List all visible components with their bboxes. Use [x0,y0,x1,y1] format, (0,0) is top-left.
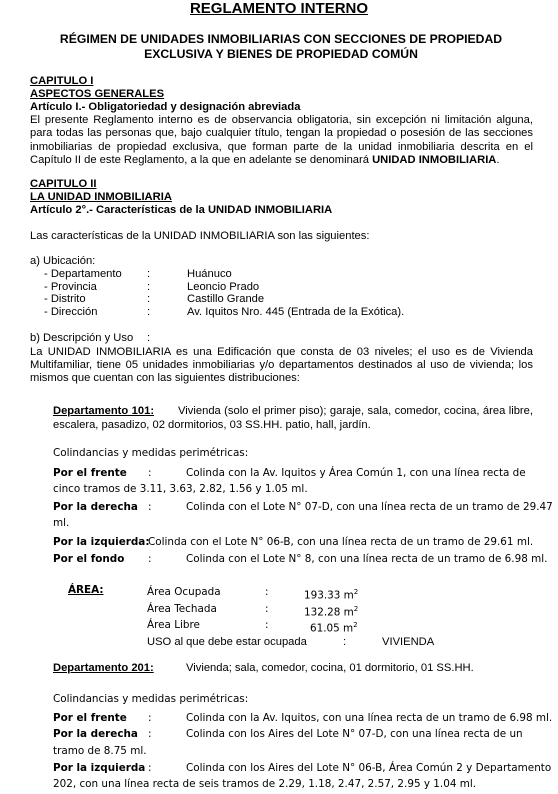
bound-text-cont: cinco tramos de 3.11, 3.63, 2.82, 1.56 y 1.05 ml. [53,483,308,495]
subtitle-line-1: RÉGIMEN DE UNIDADES INMOBILIARIAS CON SECCIONES DE PROPIEDAD [59,32,503,46]
dept-101-use-row [0,636,558,652]
article-1-heading: Artículo I.- Obligatoriedad y designación abreviada [30,101,301,113]
bound-text: Colinda con el Lote N° 8, con una línea recta de un tramo de 6.98 ml. [186,553,548,565]
dept-101-bound-right [53,499,553,533]
bound-sep: : [148,553,152,565]
bound-text-cont: tramo de 8.75 ml. [53,745,147,757]
dept-101-section [53,404,533,432]
dept-201-desc: Vivienda; sala, comedor, cocina, 01 dormitorio, 01 SS.HH. [186,662,474,674]
location-key: - Dirección [44,306,98,318]
article-1-bold-term: UNIDAD INMOBILIARIA [372,154,497,167]
area-value [304,603,358,620]
area-sep: : [265,619,269,631]
area-value-text: 61.05 m [310,622,354,635]
bound-label: Por la derecha [53,728,138,740]
dept-101-desc-block [53,404,533,432]
area-row-free [0,619,558,635]
dept-201-bounds-heading: Colindancias y medidas perimétricas: [53,693,249,705]
area-name: Área Techada [147,603,217,615]
use-label: USO al que debe estar ocupada [147,636,307,648]
bound-sep: : [148,762,152,774]
use-value: VIVIENDA [382,636,435,648]
document-subtitle [50,32,512,62]
bound-label: Por el frente [53,467,127,479]
dept-101-bound-front [53,465,533,499]
chapter-1-heading: CAPITULO I [30,75,94,87]
description-sep: : [147,332,151,344]
location-value: Av. Iquitos Nro. 445 (Entrada de la Exótica). [187,306,405,318]
area-value [304,586,358,603]
area-unit-exponent: 2 [353,605,359,613]
bound-sep: : [148,728,152,740]
area-name: Área Libre [147,619,200,631]
chapter-2-heading: CAPITULO II [30,178,97,190]
bound-label: Por el fondo [53,553,125,565]
area-row-roofed [0,603,558,619]
chapter-1-name: ASPECTOS GENERALES [30,88,165,100]
area-value-text: 193.33 m [304,589,354,602]
bound-label: Por la izquierda: [53,536,150,548]
bound-text-cont: 202, con una línea recta de seis tramos de 2.29, 1.18, 2.47, 2.57, 2.95 y 1.04 ml. [53,778,477,790]
chapter-2-name: LA UNIDAD INMOBILIARIA [30,191,172,203]
dept-201-label: Departamento 201: [53,662,154,674]
dept-101-bound-back [53,551,548,567]
article-1-end: . [496,154,500,167]
description-label: b) Descripción y Uso [30,332,134,344]
dept-201-bound-front [53,710,553,726]
location-value: Castillo Grande [187,293,265,305]
article-2-heading: Artículo 2°.- Características de la UNIDAD INMOBILIARIA [30,204,333,216]
subtitle-line-2: EXCLUSIVA Y BIENES DE PROPIEDAD COMÚN [144,47,418,61]
location-sep: : [147,268,151,280]
area-row-occupied [0,586,558,602]
dept-201-bound-left [53,760,552,794]
location-value: Huánuco [187,268,232,280]
bound-text-cont: ml. [53,517,70,529]
article-1-paragraph [30,114,533,168]
article-2-intro: Las características de la UNIDAD INMOBILIARIA son las siguientes: [30,230,370,242]
location-key: - Provincia [44,281,97,293]
dept-101-area-label: ÁREA: [68,584,104,596]
bound-text: Colinda con el Lote N° 07-D, con una línea recta de un tramo de 29.47 [186,501,553,513]
dept-101-label: Departamento 101: [53,405,155,417]
location-value: Leoncio Prado [187,281,260,293]
description-paragraph: La UNIDAD INMOBILIARIA es una Edificación que consta de 03 niveles; el uso es de Vivienda Multifamiliar, tiene 05 unidades inmobiliarias y/o departamentos destinados al uso de vivienda; los mismos que cuentan con las siguientes distribuciones: [30,346,533,384]
bound-sep: : [148,712,152,724]
dept-101-bound-left [53,534,533,550]
dept-101-desc: Vivienda (solo el primer piso); garaje, sala, comedor, cocina, área libre, escalera, pasadizo, 02 dormitorios, 03 SS.HH. patio, hall, jardín. [53,405,533,431]
bound-text: Colinda con la Av. Iquitos y Área Común 1, con una línea recta de [186,467,526,479]
area-value [310,619,358,636]
bound-text: Colinda con los Aires del Lote N° 07-D, con una línea recta de un [186,728,523,740]
location-sep: : [147,306,151,318]
area-unit-exponent: 2 [353,588,359,596]
location-sep: : [147,281,151,293]
dept-201-bound-right [53,726,533,760]
location-sep: : [147,293,151,305]
location-key: - Departamento [44,268,122,280]
document-title: REGLAMENTO INTERNO [189,0,369,17]
area-sep: : [265,603,269,615]
bound-label: Por la izquierda [53,762,146,774]
bound-label: Por el frente [53,712,127,724]
bound-sep: : [148,467,152,479]
dept-101-bounds-heading: Colindancias y medidas perimétricas: [53,447,249,459]
area-name: Área Ocupada [147,586,221,598]
location-key: - Distrito [44,293,86,305]
article-1-text: El presente Reglamento interno es de observancia obligatoria, sin excepción ni limitación alguna, para todas las personas que, bajo cualquier título, tengan la propiedad o posesión de las secciones inmobiliarias de propiedad exclusiva, que forman parte de la unidad inmobiliaria descrita en el Capítulo II de este Reglamento, a la que en adelante se denominará [30,114,533,167]
bound-text: Colinda con la Av. Iquitos, con una línea recta de un tramo de 6.98 ml. [186,712,553,724]
use-sep: : [343,636,347,648]
area-sep: : [265,586,269,598]
bound-sep: : [148,501,152,513]
bound-label: Por la derecha [53,501,138,513]
bound-text: Colinda con el Lote N° 06-B, con una línea recta de un tramo de 29.61 ml. [148,536,534,548]
bound-text: Colinda con los Aires del Lote N° 06-B, Área Común 2 y Departamento [186,762,552,774]
area-value-text: 132.28 m [304,606,354,619]
location-label: a) Ubicación: [30,255,96,267]
area-unit-exponent: 2 [353,621,358,629]
